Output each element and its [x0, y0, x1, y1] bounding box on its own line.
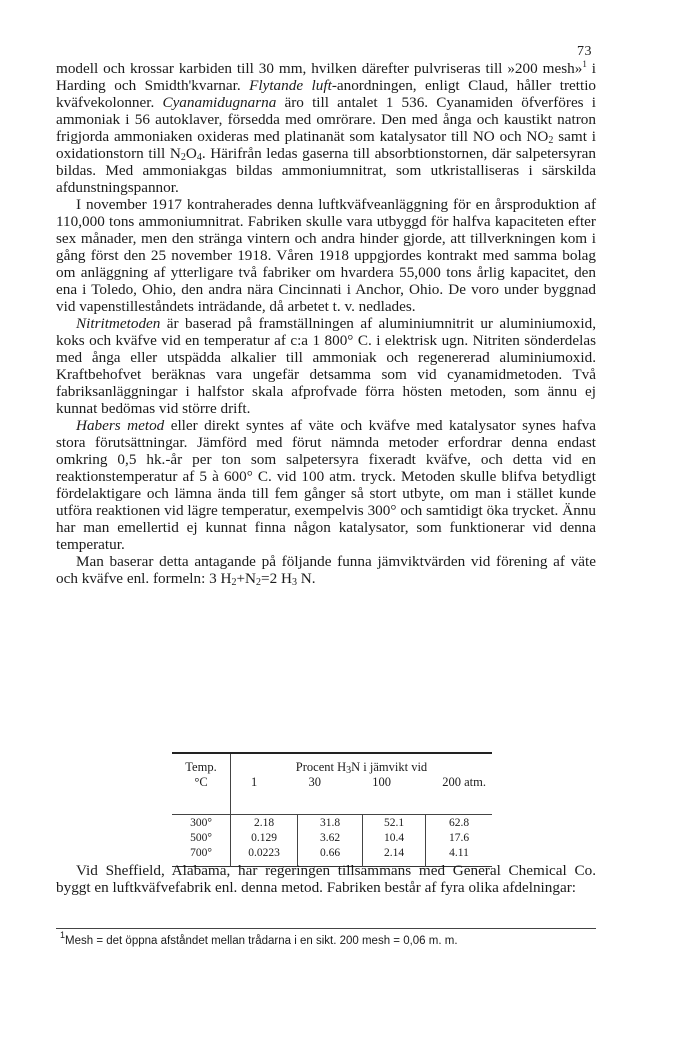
pressure-row [231, 775, 492, 790]
text-run: modell och krossar karbiden till 30 mm, hvilken därefter pulvriseras till »200 mesh» [56, 60, 583, 77]
value-cell: 2.18 [231, 815, 298, 831]
text-run: N. [296, 570, 316, 587]
text-run: eller direkt syntes af väte och kväfve med katalysator synes hafva stora förutsättningar. Jämförd med förut nämnda metoder erfordrar denna endast omkring 0,5 hk.-år per ton som salpetersyra fixeradt kväfve, och detta vid en reaktionstemperatur af 5 à 600° C. vid 100 atm. tryck. Metoden skulle blifva betydligt fördelaktigare och lämna ända till fem gånger så stort utbyte, om man i stället kunde utföra reaktionen vid lägre temperatur, exempelvis 300° och samtidigt öka trycket. Ännu har man emellertid ej kunnat finna någon katalysator, som funktionerar vid denna temperatur. [56, 417, 596, 553]
temp-cell: 300° [172, 815, 231, 831]
temp-header-unit: °C [194, 775, 208, 789]
text-run: 2 [548, 135, 554, 146]
temp-header [172, 753, 231, 798]
value-cell: 2.14 [363, 845, 426, 860]
temp-cell: 500° [190, 831, 212, 844]
paragraph-1 [56, 60, 596, 196]
value-cell: 0.66 [298, 845, 363, 860]
text-run: 2 [256, 577, 261, 588]
value-cell: 0.129 [231, 830, 298, 845]
value-cell: 52.1 [363, 815, 426, 831]
text-run: 4 [196, 152, 202, 163]
pressure-label: 100 [372, 775, 391, 789]
footnote-marker: 1 [60, 930, 66, 940]
footnote [60, 930, 600, 948]
text-run: Man baserar detta antagande på följande funna jämviktvärden vid förening af väte och kväfve enl. formeln: 3 H [56, 553, 596, 587]
text-run: =2 H [261, 570, 292, 587]
pressure-label: 200 atm. [442, 775, 486, 789]
value-cell: 62.8 [426, 815, 493, 831]
page-number: 73 [577, 44, 592, 59]
value-cell: 3.62 [298, 830, 363, 845]
footnote-divider [56, 928, 596, 929]
value-cell: 31.8 [298, 815, 363, 831]
value-cell: 10.4 [363, 830, 426, 845]
temp-header-label: Temp. [185, 760, 217, 774]
text-run: . Härifrån ledas gaserna till absorbtionstornen, där salpetersyran bildas. Med ammoniakgas bildas ammoniumnitrat, som utkristalliseras i särskilda afdunstningspannor. [56, 145, 596, 196]
footnote-text: Mesh = det öppna afståndet mellan trådarna i en sikt. 200 mesh = 0,06 m. m. [65, 935, 458, 947]
paragraph-3 [56, 315, 596, 417]
text-run: 2 [231, 577, 237, 588]
text-run: Nitritmetoden [76, 315, 161, 332]
paragraph-2 [56, 196, 596, 315]
text-run: 3 [291, 577, 297, 588]
text-run: I november 1917 kontraherades denna luftkväfveanläggning för en årsproduktion af 110,000 tons ammoniumnitrat. Fabriken skulle vara utbyggd för halfva kapaciteten efter sex månader, men den stränga vintern och andra hinder gjorde, att tillverkningen kom i gång först den 25 november 1918. Våren 1918 uppgjordes kontrakt med samma bolag om anläggning af ytterligare två fabriker om hvardera 55,000 tons årlig kapacitet, den ena i Toledo, Ohio, den andra nära Cincinnati i Anchor, Ohio. De voro under byggnad vid vapenstilleståndets inträdande, då arbetet t. v. nedlades. [56, 196, 596, 315]
value-cell: 0.0223 [231, 845, 298, 860]
procent-header-label: Procent $H_3N$ i jämvikt vid [295, 760, 428, 776]
pressure-label: 1 [251, 775, 258, 789]
value-cell: 17.6 [426, 830, 493, 845]
text-run: samt i oxidationstorn till N [56, 128, 596, 162]
text-run: Habers metod [76, 417, 165, 434]
text-run: -anordningen, enligt Claud, håller trettio kväfvekolonner. [56, 77, 597, 111]
paragraph-4 [56, 417, 596, 553]
text-run: 1 [582, 59, 587, 69]
text-run: O [185, 145, 197, 162]
pressure-label: 30 [308, 775, 321, 789]
body-text [56, 60, 596, 587]
table-row [172, 845, 492, 860]
table-row [172, 815, 492, 831]
value-cell: 4.11 [426, 845, 493, 860]
text-run: +N [236, 570, 256, 587]
table-row [172, 830, 492, 845]
procent-header [231, 753, 493, 798]
text-run: Flytande luft [249, 77, 332, 94]
paragraph-5 [56, 553, 596, 587]
text-run: 2 [180, 152, 186, 163]
text-run: i Harding och Smidth'kvarnar. [56, 60, 596, 94]
text-run: är baserad på framställningen af aluminiumnitrit ur aluminiumoxid, koks och kväfve vid en temperatur af c:a 1 800° C. i elektrisk ugn. Nitriten sönderdelas med ånga eller utspädda alkalier till ammoniak och regenererad aluminiumoxid. Kraftbehofvet beräknas vara ungefär detsamma som vid cyanamidmetoden. Två fabriksanläggningar i halfstor skala afprofvade förra hösten metoden, som ännu ej kunnat bedömas vid större drift. [56, 315, 596, 417]
closing-paragraph [56, 862, 596, 896]
text-run: Cyanamidugnarna [162, 94, 277, 111]
paragraph-6: Vid Sheffield, Alabama, har regeringen tillsammans med General Chemical Co. byggt en luftkväfvefabrik enl. denna metod. Fabriken består af fyra olika afdelningar: [56, 862, 596, 896]
text-run: äro till antalet 1 536. Cyanamiden öfverföres i ammoniak i 56 autoklaver, försedda med omrörare. Den med ånga och kaustikt natron frigjorda ammoniaken oxideras med platinanät som katalysator till NO och NO [56, 94, 596, 145]
equilibrium-table [172, 752, 492, 867]
temp-cell: 700° [190, 846, 212, 859]
